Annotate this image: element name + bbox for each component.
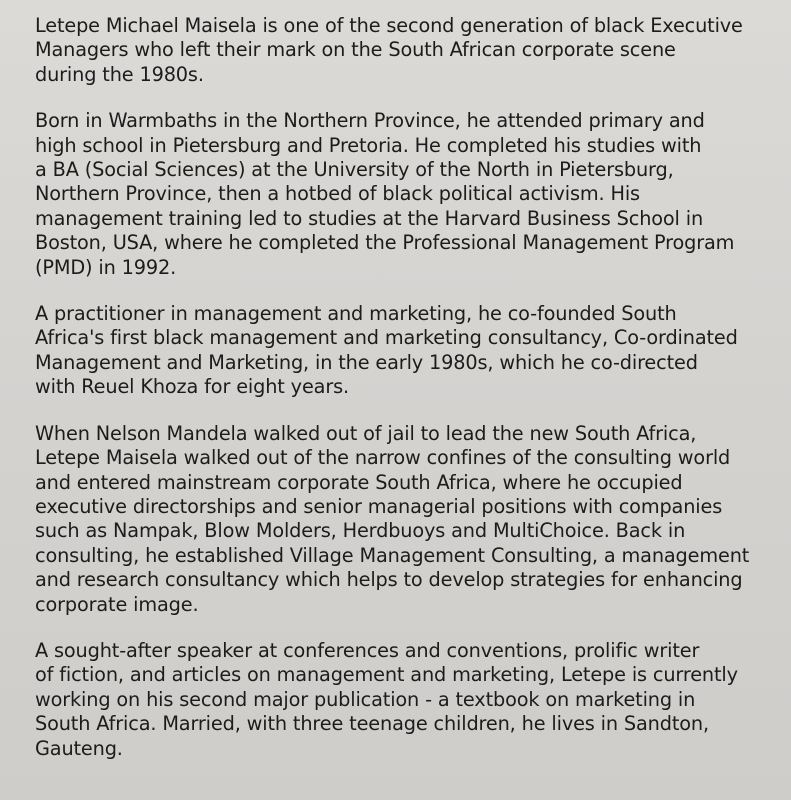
- paragraph-education: Born in Warmbaths in the Northern Province, he attended primary and high school in Pietersburg and Pretoria. He completed his studies with a BA (Social Sciences) at the University of the North in Pietersburg, Northern Province, then a hotbed of black political activism. His management training led to studies at the Harvard Business School in Boston, USA, where he completed the Professional Management Program (PMD) in 1992.: [35, 109, 735, 279]
- paragraph-speaker-writer: A sought-after speaker at conferences and conventions, prolific writer of fiction, and articles on management and marketing, Letepe is currently working on his second major publication - a textbook on marketing in South Africa. Married, with three teenage children, he lives in Sandton, Gauteng.: [35, 638, 738, 760]
- paragraph-corporate-career: When Nelson Mandela walked out of jail to lead the new South Africa, Letepe Maisela walked out of the narrow confines of the consulting world and entered mainstream corporate South Africa, where he occupied executive directorships and senior managerial positions with companies such as Nampak, Blow Molders, Herdbuoys and MultiChoice. Back in consulting, he established Village Management Consulting, a management and research consultancy which helps to develop strategies for enhancing corporate image.: [35, 421, 750, 616]
- paragraph-intro: Letepe Michael Maisela is one of the second generation of black Executive Managers who left their mark on the South African corporate scene during the 1980s.: [35, 14, 743, 86]
- paragraph-consultancy: A practitioner in management and marketing, he co-founded South Africa's first black management and marketing consultancy, Co-ordinated Management and Marketing, in the early 1980s, which he co-directed with Reuel Khoza for eight years.: [35, 302, 738, 399]
